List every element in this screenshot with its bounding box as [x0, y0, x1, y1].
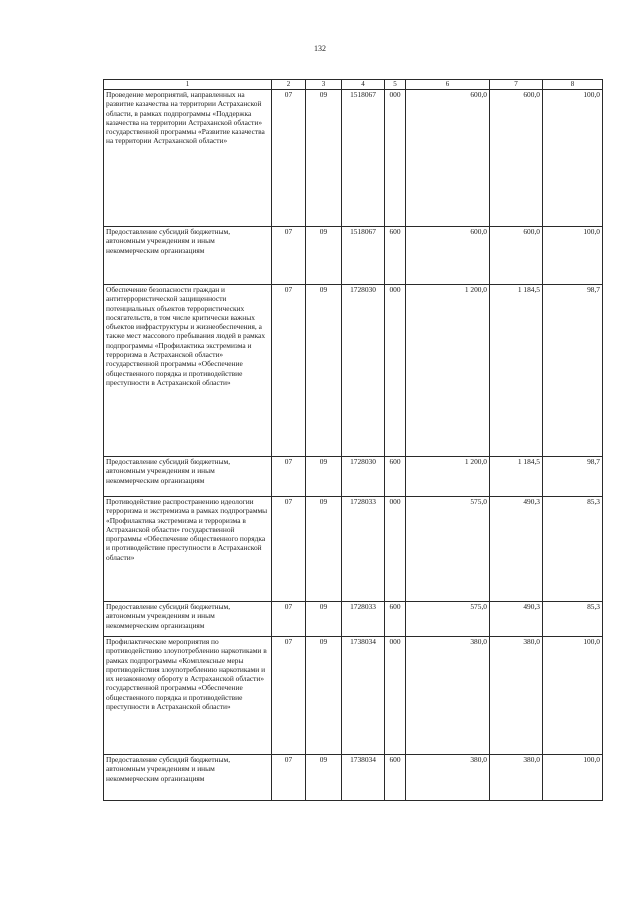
table-row — [104, 637, 603, 755]
header-cell-4: 4 — [342, 80, 385, 90]
subsection-code: 09 — [306, 227, 342, 285]
expense-type-code: 000 — [385, 497, 406, 602]
header-cell-5: 5 — [385, 80, 406, 90]
executed-amount: 600,0 — [490, 90, 543, 227]
section-code: 07 — [272, 457, 306, 497]
target-article-code: 1728033 — [342, 602, 385, 637]
target-article-code: 1738034 — [342, 637, 385, 755]
executed-amount: 380,0 — [490, 755, 543, 801]
subsection-code: 09 — [306, 90, 342, 227]
subsection-code: 09 — [306, 755, 342, 801]
section-code: 07 — [272, 227, 306, 285]
execution-percent: 98,7 — [543, 285, 603, 457]
section-code: 07 — [272, 637, 306, 755]
row-description: Предоставление субсидий бюджетным, автономным учреждениям и иным некоммерческим организациям — [104, 755, 272, 801]
header-cell-3: 3 — [306, 80, 342, 90]
execution-percent: 100,0 — [543, 227, 603, 285]
planned-amount: 1 200,0 — [406, 285, 490, 457]
execution-percent: 100,0 — [543, 90, 603, 227]
row-description: Предоставление субсидий бюджетным, автономным учреждениям и иным некоммерческим организациям — [104, 457, 272, 497]
expense-type-code: 600 — [385, 457, 406, 497]
executed-amount: 490,3 — [490, 602, 543, 637]
table-row — [104, 602, 603, 637]
header-cell-7: 7 — [490, 80, 543, 90]
row-description: Обеспечение безопасности граждан и антитеррористической защищенности потенциальных объектов террористических посягательств, в том числе критически важных объектов инфраструктуры и жизнеобеспечения, а также мест массового пребывания людей в рамках подпрограммы «Профилактика экстремизма и терроризма в Астраханской области» государственной программы «Обеспечение общественного порядка и противодействие преступности в Астраханской области» — [104, 285, 272, 457]
executed-amount: 380,0 — [490, 637, 543, 755]
row-description: Проведение мероприятий, направленных на развитие казачества на территории Астраханской области, в рамках подпрограммы «Поддержка казачества на территории Астраханской области» государственной программы «Развитие казачества на территории Астраханской области» — [104, 90, 272, 227]
subsection-code: 09 — [306, 637, 342, 755]
row-description: Предоставление субсидий бюджетным, автономным учреждениям и иным некоммерческим организациям — [104, 227, 272, 285]
page-number: 132 — [314, 44, 326, 53]
execution-percent: 100,0 — [543, 755, 603, 801]
subsection-code: 09 — [306, 602, 342, 637]
executed-amount: 1 184,5 — [490, 457, 543, 497]
target-article-code: 1728030 — [342, 457, 385, 497]
target-article-code: 1728033 — [342, 497, 385, 602]
row-description: Противодействие распространению идеологии терроризма и экстремизма в рамках подпрограммы «Профилактика экстремизма и терроризма в Астраханской области» государственной программы «Обеспечение общественного порядка и противодействие преступности в Астраханской области» — [104, 497, 272, 602]
table-row — [104, 285, 603, 457]
table-row — [104, 755, 603, 801]
execution-percent: 85,3 — [543, 602, 603, 637]
table-row — [104, 457, 603, 497]
execution-percent: 98,7 — [543, 457, 603, 497]
execution-percent: 85,3 — [543, 497, 603, 602]
section-code: 07 — [272, 755, 306, 801]
planned-amount: 380,0 — [406, 755, 490, 801]
header-cell-2: 2 — [272, 80, 306, 90]
subsection-code: 09 — [306, 457, 342, 497]
expense-type-code: 600 — [385, 227, 406, 285]
subsection-code: 09 — [306, 285, 342, 457]
header-cell-1: 1 — [104, 80, 272, 90]
section-code: 07 — [272, 285, 306, 457]
expense-type-code: 600 — [385, 755, 406, 801]
table-row — [104, 227, 603, 285]
executed-amount: 1 184,5 — [490, 285, 543, 457]
planned-amount: 1 200,0 — [406, 457, 490, 497]
table-row — [104, 90, 603, 227]
execution-percent: 100,0 — [543, 637, 603, 755]
section-code: 07 — [272, 602, 306, 637]
budget-table — [103, 79, 603, 801]
planned-amount: 575,0 — [406, 497, 490, 602]
row-description: Предоставление субсидий бюджетным, автономным учреждениям и иным некоммерческим организациям — [104, 602, 272, 637]
target-article-code: 1728030 — [342, 285, 385, 457]
expense-type-code: 000 — [385, 637, 406, 755]
planned-amount: 600,0 — [406, 90, 490, 227]
section-code: 07 — [272, 90, 306, 227]
header-row — [104, 80, 603, 90]
planned-amount: 600,0 — [406, 227, 490, 285]
executed-amount: 600,0 — [490, 227, 543, 285]
planned-amount: 575,0 — [406, 602, 490, 637]
expense-type-code: 000 — [385, 285, 406, 457]
target-article-code: 1518067 — [342, 227, 385, 285]
header-cell-6: 6 — [406, 80, 490, 90]
expense-type-code: 600 — [385, 602, 406, 637]
subsection-code: 09 — [306, 497, 342, 602]
table-row — [104, 497, 603, 602]
target-article-code: 1738034 — [342, 755, 385, 801]
expense-type-code: 000 — [385, 90, 406, 227]
executed-amount: 490,3 — [490, 497, 543, 602]
section-code: 07 — [272, 497, 306, 602]
header-cell-8: 8 — [543, 80, 603, 90]
target-article-code: 1518067 — [342, 90, 385, 227]
planned-amount: 380,0 — [406, 637, 490, 755]
row-description: Профилактические мероприятия по противодействию злоупотреблению наркотиками в рамках подпрограммы «Комплексные меры противодействия злоупотреблению наркотиками и их незаконному обороту в Астраханской области» государственной программы «Обеспечение общественного порядка и противодействие преступности в Астраханской области» — [104, 637, 272, 755]
